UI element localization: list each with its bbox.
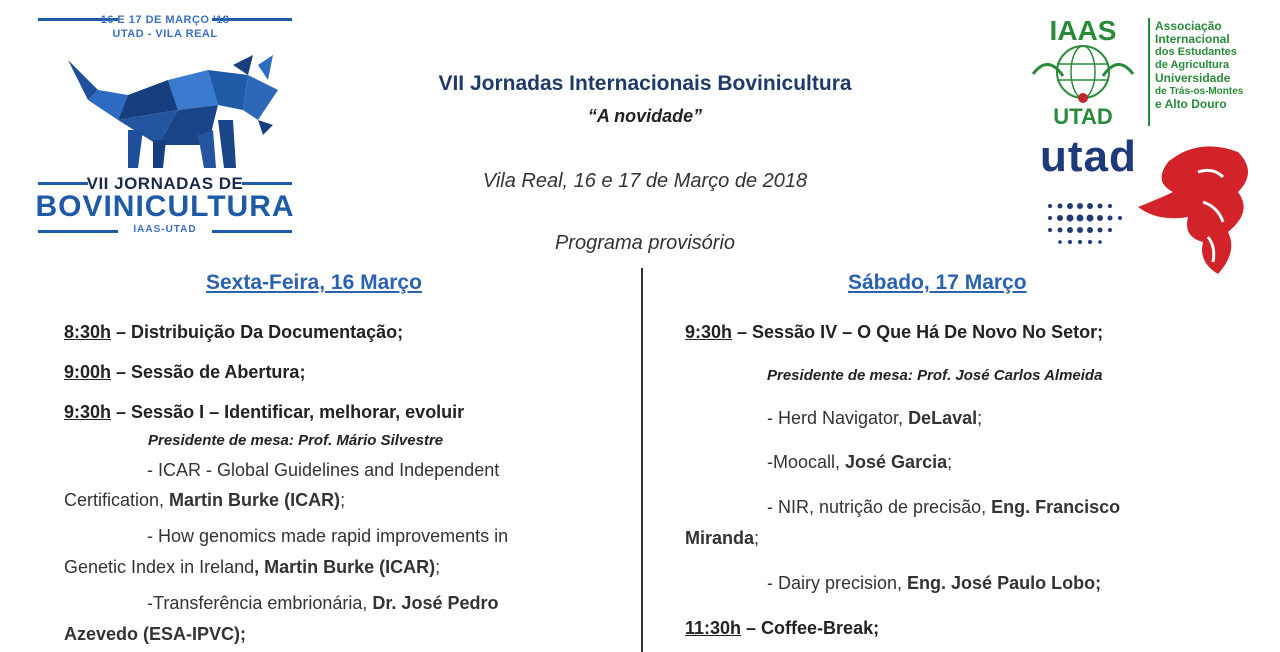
item-title: – Sessão IV – O Que Há De Novo No Setor;: [732, 322, 1104, 342]
logo-line1: VII JORNADAS DE: [86, 174, 244, 193]
talk-text: - Dairy precision,: [767, 573, 908, 593]
friday-item: [64, 362, 305, 383]
president-label: Presidente de mesa:: [148, 432, 299, 449]
saturday-item: [685, 322, 1103, 343]
talk-line: [767, 497, 1120, 518]
talk-line: [767, 408, 982, 429]
talk-text: Certification,: [64, 490, 170, 510]
talk-end: ;: [1095, 573, 1102, 593]
iaas-text-line: e Alto Douro: [1155, 97, 1227, 111]
item-time: 9:30h: [64, 402, 112, 422]
iaas-text-line: de Agricultura: [1155, 59, 1230, 71]
talk-line: [64, 624, 246, 645]
bull-icon: [58, 50, 288, 175]
saturday-item: [685, 618, 879, 639]
event-location: Vila Real, 16 e 17 de Março de 2018: [482, 170, 808, 192]
iaas-utad: UTAD: [1053, 104, 1113, 129]
logo-line2: BOVINICULTURA: [35, 190, 295, 223]
iaas-text-line: Associação: [1155, 19, 1222, 33]
event-subtitle: “A novidade”: [587, 106, 703, 126]
friday-item: [64, 402, 464, 423]
iaas-text-line: Internacional: [1155, 32, 1230, 46]
talk-end: ;: [240, 624, 247, 644]
iaas-name: [1155, 20, 1255, 111]
friday-heading: Sexta-Feira, 16 Março: [206, 271, 422, 294]
iaas-text-line: dos Estudantes: [1155, 46, 1237, 58]
talk-line: [767, 452, 952, 473]
talk-end: ;: [340, 490, 346, 510]
president-label: Presidente de mesa:: [767, 367, 918, 384]
talk-line: [64, 557, 440, 578]
president-name: Prof. José Carlos Almeida: [917, 367, 1103, 384]
talk-speaker: Eng. Francisco: [991, 497, 1121, 517]
talk-line: [767, 573, 1101, 594]
item-time: 11:30h: [685, 618, 742, 638]
item-title: – Distribuição Da Documentação;: [111, 322, 404, 342]
globe-icon: [1018, 14, 1148, 129]
talk-text: - NIR, nutrição de precisão,: [767, 497, 992, 517]
talk-text: -Moocall,: [767, 452, 846, 472]
talk-text: Genetic Index in Ireland: [64, 557, 255, 577]
talk-line: - How genomics made rapid improvements in: [147, 526, 509, 546]
talk-line: [147, 593, 498, 614]
logo-org: IAAS-UTAD: [133, 224, 197, 235]
program-label: Programa provisório: [554, 232, 736, 254]
item-time: 9:30h: [685, 322, 733, 342]
talk-speaker: José Garcia: [845, 452, 948, 472]
friday-president: [148, 432, 443, 449]
talk-text: -Transferência embrionária,: [147, 593, 373, 613]
talk-speaker: Martin Burke (ICAR): [169, 490, 341, 510]
iaas-text-line: de Trás-os-Montes: [1155, 86, 1244, 97]
item-time: 8:30h: [64, 322, 112, 342]
talk-end: ;: [947, 452, 953, 472]
saturday-heading: Sábado, 17 Março: [848, 271, 1027, 294]
talk-line: [685, 528, 759, 549]
iaas-divider: [1148, 18, 1150, 126]
event-title: VII Jornadas Internacionais Bovinicultura: [438, 72, 852, 95]
talk-speaker: Eng. José Paulo Lobo: [907, 573, 1096, 593]
friday-item: [64, 322, 403, 343]
utad-wordmark: utad: [1040, 132, 1137, 181]
iaas-text-line: Universidade: [1155, 71, 1231, 85]
column-divider: [641, 268, 643, 652]
talk-end: ;: [977, 408, 983, 428]
talk-speaker: DeLaval: [908, 408, 978, 428]
talk-speaker: , Martin Burke (ICAR): [254, 557, 436, 577]
talk-speaker: Azevedo (ESA-IPVC): [64, 624, 241, 644]
talk-speaker: Dr. José Pedro: [372, 593, 499, 613]
talk-speaker: Miranda: [685, 528, 755, 548]
logo-dates: 16 E 17 DE MARÇO '18: [100, 14, 230, 26]
red-lion-icon: [1128, 142, 1260, 278]
talk-end: ;: [754, 528, 760, 548]
talk-line: - ICAR - Global Guidelines and Independent: [147, 460, 500, 480]
item-time: 9:00h: [64, 362, 112, 382]
iaas-logo: [1018, 14, 1258, 132]
talk-end: ;: [435, 557, 441, 577]
utad-logo: [1040, 132, 1260, 278]
president-name: Prof. Mário Silvestre: [298, 432, 444, 449]
saturday-president: [767, 367, 1102, 384]
talk-text: - Herd Navigator,: [767, 408, 909, 428]
item-title: – Sessão de Abertura;: [111, 362, 306, 382]
talk-line: [64, 490, 345, 511]
item-title: – Coffee-Break;: [741, 618, 880, 638]
event-logo: [30, 10, 300, 240]
iaas-acronym: IAAS: [1049, 15, 1117, 46]
logo-venue: UTAD - VILA REAL: [112, 28, 218, 40]
item-title: – Sessão I – Identificar, melhorar, evoluir: [111, 402, 465, 422]
